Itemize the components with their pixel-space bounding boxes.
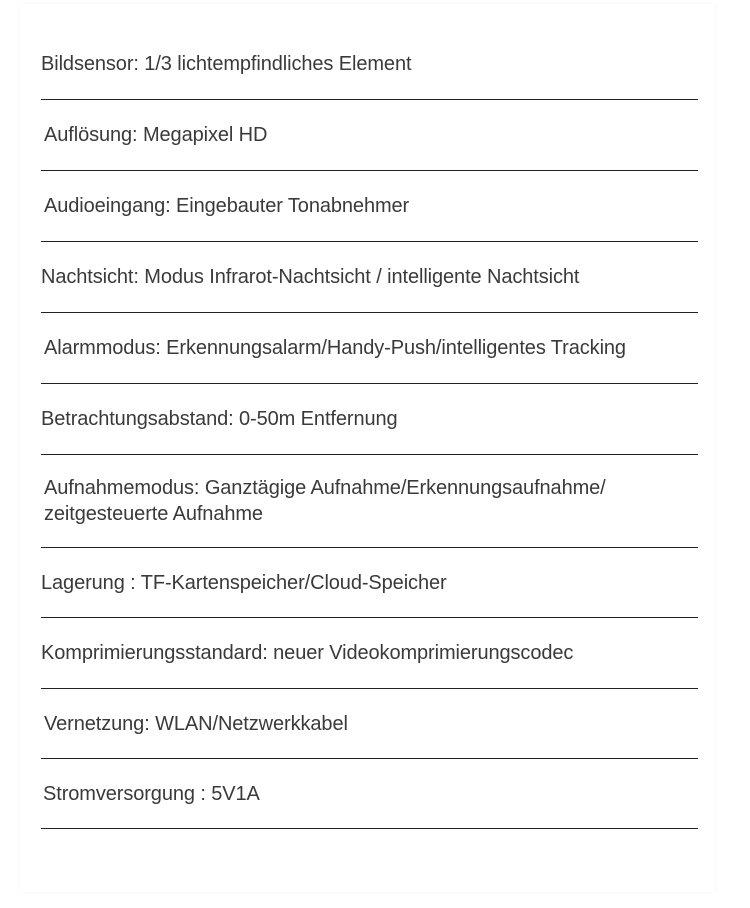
spec-row-aufnahmemodus <box>41 455 698 548</box>
spec-row-lagerung <box>41 548 698 618</box>
spec-text: Nachtsicht: Modus Infrarot-Nachtsicht / intelligente Nachtsicht <box>41 266 580 288</box>
spec-row-stromversorgung <box>41 759 698 829</box>
spec-row-alarmmodus <box>41 313 698 384</box>
spec-text-multiline <box>41 475 606 527</box>
spec-text-line-2: zeitgesteuerte Aufnahme <box>44 503 263 525</box>
spec-text: Komprimierungsstandard: neuer Videokomprimierungscodec <box>41 642 574 664</box>
spec-row-komprimierungsstandard <box>41 618 698 689</box>
spec-row-nachtsicht <box>41 242 698 313</box>
spec-row-bildsensor <box>41 28 698 100</box>
spec-text: Stromversorgung : 5V1A <box>43 782 260 805</box>
spec-list <box>41 28 698 829</box>
spec-text: Audioeingang: Eingebauter Tonabnehmer <box>44 195 410 217</box>
spec-text: Bildsensor: 1/3 lichtempfindliches Element <box>41 52 412 75</box>
spec-row-audioeingang <box>41 171 698 242</box>
spec-text: Betrachtungsabstand: 0-50m Entfernung <box>41 408 398 430</box>
spec-row-betrachtungsabstand <box>41 384 698 455</box>
spec-text: Auflösung: Megapixel HD <box>44 124 268 146</box>
spec-row-vernetzung <box>41 689 698 759</box>
spec-text: Alarmmodus: Erkennungsalarm/Handy-Push/intelligentes Tracking <box>44 337 626 359</box>
spec-text: Lagerung : TF-Kartenspeicher/Cloud-Speicher <box>41 571 447 594</box>
spec-text-line-1: Aufnahmemodus: Ganztägige Aufnahme/Erkennungsaufnahme/ <box>44 477 606 499</box>
spec-text: Vernetzung: WLAN/Netzwerkkabel <box>44 712 348 735</box>
spec-row-aufloesung <box>41 100 698 171</box>
